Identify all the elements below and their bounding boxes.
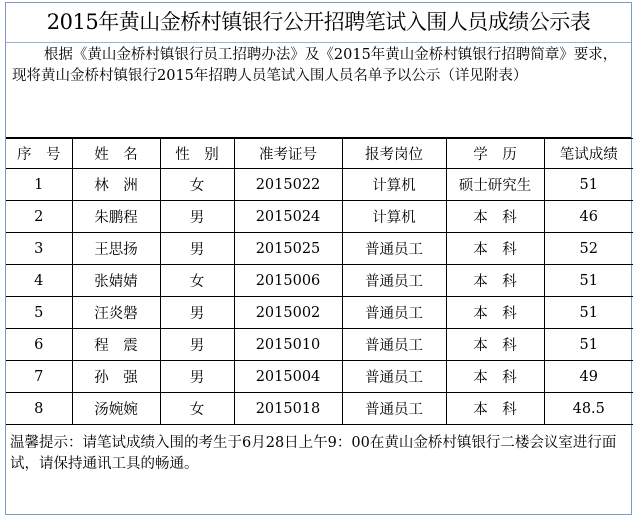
cell-name: 程 震 xyxy=(72,329,160,361)
cell-seq: 3 xyxy=(6,233,72,265)
cell-name: 汤婉婉 xyxy=(72,393,160,425)
cell-exam-id: 2015024 xyxy=(234,201,342,233)
table-row xyxy=(6,265,633,297)
cell-position: 普通员工 xyxy=(342,393,446,425)
cell-score: 48.5 xyxy=(544,393,633,425)
cell-education: 本 科 xyxy=(446,329,544,361)
table-row xyxy=(6,393,633,425)
header-exam-id: 准考证号 xyxy=(234,139,342,169)
header-seq: 序 号 xyxy=(6,139,72,169)
cell-name: 孙 强 xyxy=(72,361,160,393)
cell-seq: 4 xyxy=(6,265,72,297)
cell-seq: 7 xyxy=(6,361,72,393)
header-education: 学 历 xyxy=(446,139,544,169)
cell-education: 本 科 xyxy=(446,265,544,297)
cell-education: 本 科 xyxy=(446,361,544,393)
table-row xyxy=(6,233,633,265)
header-score: 笔试成绩 xyxy=(544,139,633,169)
cell-name: 王思扬 xyxy=(72,233,160,265)
cell-education: 本 科 xyxy=(446,297,544,329)
cell-exam-id: 2015004 xyxy=(234,361,342,393)
cell-gender: 男 xyxy=(160,361,234,393)
table-row xyxy=(6,329,633,361)
table-header-row xyxy=(6,139,633,169)
cell-position: 计算机 xyxy=(342,201,446,233)
cell-position: 普通员工 xyxy=(342,329,446,361)
cell-education: 本 科 xyxy=(446,233,544,265)
cell-position: 普通员工 xyxy=(342,233,446,265)
cell-seq: 5 xyxy=(6,297,72,329)
cell-seq: 8 xyxy=(6,393,72,425)
cell-score: 46 xyxy=(544,201,633,233)
page-title: 2015年黄山金桥村镇银行公开招聘笔试入围人员成绩公示表 xyxy=(6,3,631,43)
table-row xyxy=(6,201,633,233)
cell-exam-id: 2015025 xyxy=(234,233,342,265)
cell-position: 普通员工 xyxy=(342,265,446,297)
header-gender: 性 别 xyxy=(160,139,234,169)
cell-exam-id: 2015018 xyxy=(234,393,342,425)
cell-seq: 6 xyxy=(6,329,72,361)
cell-score: 51 xyxy=(544,265,633,297)
cell-score: 49 xyxy=(544,361,633,393)
table-row xyxy=(6,361,633,393)
table-row xyxy=(6,297,633,329)
cell-gender: 女 xyxy=(160,169,234,201)
cell-gender: 女 xyxy=(160,265,234,297)
scores-table xyxy=(6,138,633,425)
cell-score: 51 xyxy=(544,329,633,361)
cell-score: 51 xyxy=(544,297,633,329)
cell-exam-id: 2015022 xyxy=(234,169,342,201)
cell-score: 51 xyxy=(544,169,633,201)
notice-text: 温馨提示：请笔试成绩入围的考生于6月28日上午9：00在黄山金桥村镇银行二楼会议室进行面试，请保持通讯工具的畅通。 xyxy=(10,435,617,472)
cell-gender: 男 xyxy=(160,297,234,329)
cell-exam-id: 2015006 xyxy=(234,265,342,297)
cell-name: 朱鹏程 xyxy=(72,201,160,233)
cell-education: 本 科 xyxy=(446,201,544,233)
cell-position: 普通员工 xyxy=(342,361,446,393)
cell-exam-id: 2015002 xyxy=(234,297,342,329)
header-position: 报考岗位 xyxy=(342,139,446,169)
results-sheet xyxy=(5,2,632,515)
cell-exam-id: 2015010 xyxy=(234,329,342,361)
cell-name: 张婧婧 xyxy=(72,265,160,297)
cell-position: 计算机 xyxy=(342,169,446,201)
cell-gender: 男 xyxy=(160,233,234,265)
cell-score: 52 xyxy=(544,233,633,265)
cell-gender: 女 xyxy=(160,393,234,425)
cell-name: 汪炎磐 xyxy=(72,297,160,329)
cell-gender: 男 xyxy=(160,201,234,233)
intro-paragraph xyxy=(6,43,631,138)
cell-education: 硕士研究生 xyxy=(446,169,544,201)
cell-position: 普通员工 xyxy=(342,297,446,329)
intro-text: 根据《黄山金桥村镇银行员工招聘办法》及《2015年黄山金桥村镇银行招聘简章》要求，现将黄山金桥村镇银行2015年招聘人员笔试入围人员名单予以公示（详见附表） xyxy=(12,47,618,84)
header-name: 姓 名 xyxy=(72,139,160,169)
table-row xyxy=(6,169,633,201)
cell-seq: 1 xyxy=(6,169,72,201)
cell-name: 林 洲 xyxy=(72,169,160,201)
cell-gender: 男 xyxy=(160,329,234,361)
cell-education: 本 科 xyxy=(446,393,544,425)
cell-seq: 2 xyxy=(6,201,72,233)
